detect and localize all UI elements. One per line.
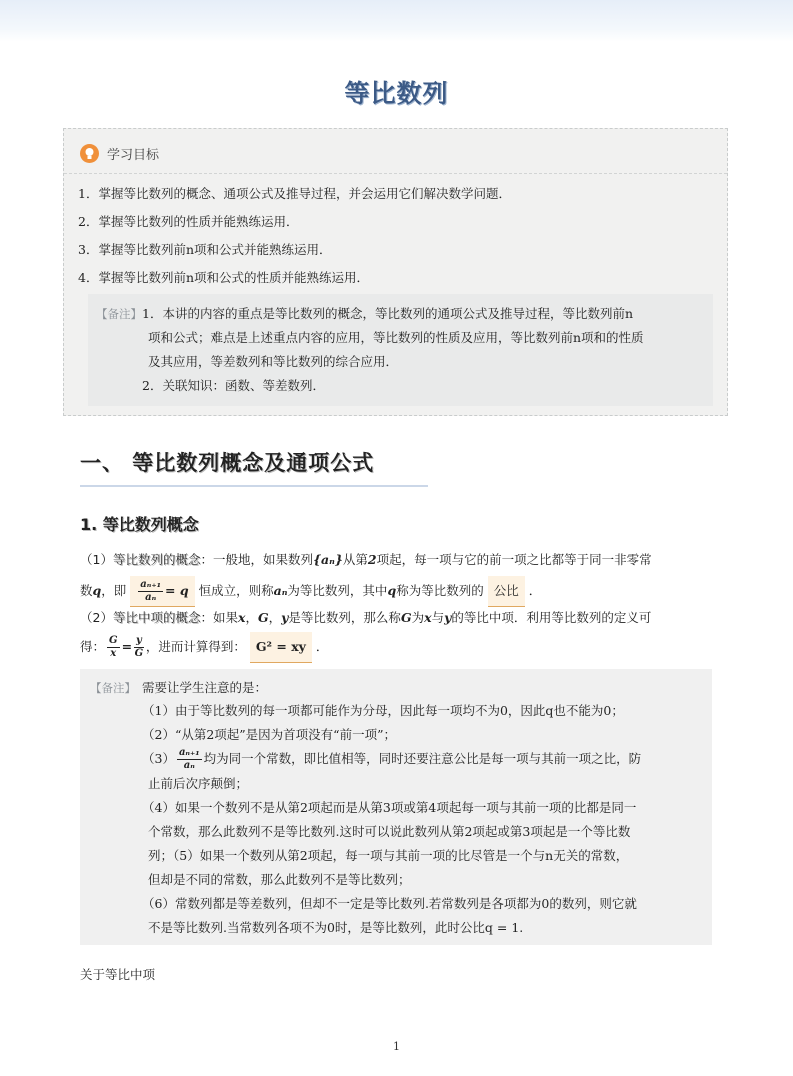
text: 得： (80, 639, 106, 654)
text: 称为等比数列的 (396, 583, 484, 598)
text: ：一般地，如果数列 (200, 552, 313, 567)
text: 为 (411, 610, 425, 625)
note-line: 不是等比数列.当常数列各项不为0时，是等比数列，此时公比q = 1. (148, 920, 524, 935)
goal-item: 1．掌握等比数列的概念、通项公式及推导过程，并会运用它们解决数学问题． (78, 186, 511, 201)
text: ． (528, 583, 542, 598)
section-underline (80, 485, 428, 487)
header-band (0, 0, 793, 42)
lightbulb-icon (80, 144, 99, 163)
math-q: q (92, 583, 102, 598)
text: 均为同一个常数，即比值相等，同时还要注意公比是每一项与其前一项之比，防 (203, 751, 642, 766)
goal-item: 2．掌握等比数列的性质并能熟练运用． (78, 214, 299, 229)
goal-item: 3．掌握等比数列前n项和公式并能熟练运用． (78, 242, 332, 257)
text: ，即 (101, 583, 127, 598)
note-lines (142, 699, 702, 940)
page-number: 1 (393, 1040, 400, 1053)
answer-blank: G² = xy (250, 632, 312, 663)
text: 为等比数列，其中 (287, 583, 388, 598)
math-q: q (387, 583, 397, 598)
denominator: aₙ (183, 760, 195, 771)
note-text (142, 302, 707, 398)
math-an: aₙ (273, 583, 288, 598)
note-line: 止前后次序颠倒； (148, 776, 249, 791)
note-line: （2）“从第2项起”是因为首项没有“前一项”； (142, 727, 396, 742)
note-line: 1．本讲的内容的重点是等比数列的概念，等比数列的通项公式及推导过程，等比数列前n (142, 306, 634, 321)
learning-goals-box (63, 128, 728, 416)
text: 恒成立，则称 (198, 583, 274, 598)
keyword: 等比中项的概念 (112, 610, 201, 625)
item-number: （1） (80, 552, 113, 567)
math-number: 2 (367, 552, 377, 567)
fraction (138, 579, 163, 604)
mean-paragraph-line1 (80, 606, 720, 630)
note-line: 及其应用，等差数列和等比数列的综合应用． (148, 354, 399, 369)
math-y: y (281, 610, 289, 625)
denominator: G (134, 648, 144, 659)
numerator: aₙ₊₁ (178, 747, 200, 758)
math-G: G (257, 610, 269, 625)
text: 项起，每一项与它的前一项之比都等于同一非零常 (376, 552, 652, 567)
math-x: x (424, 610, 432, 625)
note-line: 个常数，那么此数列不是等比数列.这时可以说此数列从第2项起或第3项起是一个等比数 (148, 824, 631, 839)
fraction (107, 635, 120, 660)
note-line: （1）由于等比数列的每一项都可能作为分母，因此每一项均不为0，因此q也不能为0； (142, 703, 624, 718)
goals-divider (64, 173, 727, 175)
text: 数 (80, 583, 93, 598)
goals-header-label: 学习目标 (107, 147, 160, 163)
text: ：如果 (200, 610, 238, 625)
fraction (134, 635, 144, 660)
text: ． (315, 639, 329, 654)
note-line: 但却是不同的常数，那么此数列不是等比数列； (148, 872, 411, 887)
text: （3） (142, 751, 175, 766)
fraction (177, 747, 202, 772)
text: ，进而计算得到： (145, 639, 246, 654)
text: 与 (431, 610, 445, 625)
numerator: G (109, 635, 118, 646)
goals-header (80, 142, 159, 164)
denominator: aₙ (145, 592, 157, 603)
note-line: 项和公式；难点是上述重点内容的应用，等比数列的性质及应用，等比数列前n项和的性质 (148, 330, 644, 345)
note-tag: 【备注】 (90, 681, 136, 695)
teacher-note (80, 669, 712, 945)
numerator: y (136, 635, 142, 646)
text: ， (245, 610, 258, 625)
goals-note (88, 294, 713, 406)
note-line: （6）常数列都是等差数列，但却不一定是等比数列.若常数列是各项都为0的数列，则它就 (142, 896, 637, 911)
answer-blank: 公比 (488, 576, 525, 607)
goal-item: 4．掌握等比数列前n项和公式的性质并能熟练运用． (78, 270, 370, 285)
numerator: aₙ₊₁ (140, 579, 161, 590)
math-sequence: {aₙ} (312, 552, 343, 567)
goals-list (78, 180, 511, 292)
text: 是等比数列，那么称 (288, 610, 401, 625)
section-heading: 一、 等比数列概念及通项公式 (80, 451, 375, 475)
note-lead: 需要让学生注意的是： (142, 680, 268, 695)
note-line: 列；（5）如果一个数列从第2项起，每一项与其前一项的比尽管是一个与n无关的常数， (148, 848, 629, 863)
note-line (142, 747, 702, 772)
note-tag: 【备注】 (96, 307, 142, 321)
formula-blank (130, 576, 194, 607)
note-line: （4）如果一个数列不是从第2项起而是从第3项或第4项起每一项与其前一项的比都是同一 (142, 800, 637, 815)
note-line: 2．关联知识：函数、等差数列． (142, 378, 325, 393)
text: 的等比中项．利用等比数列的定义可 (451, 610, 652, 625)
definition-paragraph-line1 (80, 548, 720, 572)
sub-heading: 1. 等比数列概念 (80, 515, 199, 534)
math-y: y (444, 610, 452, 625)
math-G: G (400, 610, 412, 625)
page-title: 等比数列 (344, 79, 449, 108)
item-number: （2） (80, 610, 113, 625)
subsection-label: 关于等比中项 (80, 967, 156, 982)
denominator: x (110, 648, 117, 659)
math-eq: = (121, 639, 133, 654)
text: ， (268, 610, 282, 625)
math-eq: = q (165, 583, 189, 598)
text: 从第 (342, 552, 368, 567)
mean-paragraph-line2 (80, 632, 720, 663)
math-x: x (237, 610, 246, 625)
definition-paragraph-line2 (80, 576, 720, 607)
keyword: 等比数列的概念 (112, 552, 201, 567)
